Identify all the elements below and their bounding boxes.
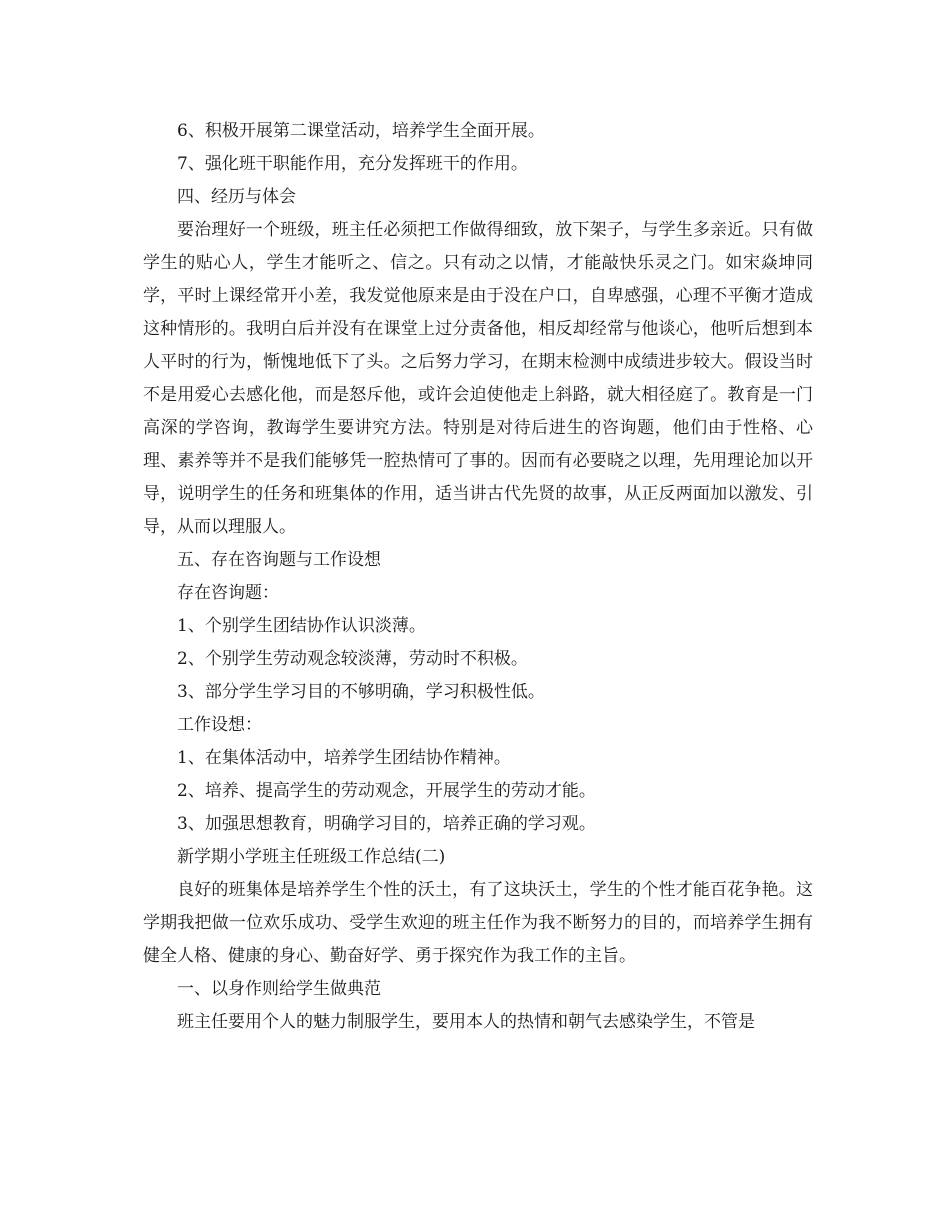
problem-item-2: 2、个别学生劳动观念较淡薄，劳动时不积极。 [177, 649, 528, 669]
document-title-part-two: 新学期小学班主任班级工作总结(二) [177, 847, 446, 867]
problem-item-3: 3、部分学生学习目的不够明确，学习积极性低。 [177, 682, 545, 702]
document-body [143, 115, 813, 1039]
section-heading-problems-plans: 五、存在咨询题与工作设想 [177, 550, 381, 570]
experience-paragraph: 要治理好一个班级，班主任必须把工作做得细致，放下架子，与学生多亲近。只有做学生的贴心人，学生才能听之、信之。只有动之以情，才能敲快乐灵之门。如宋焱坤同学，平时上课经常开小差，我发觉他原来是由于没在户口，自卑感强，心理不平衡才造成这种情形的。我明白后并没有在课堂上过分责备他，相反却经常与他谈心，他听后想到本人平时的行为，惭愧地低下了头。之后努力学习，在期末检测中成绩进步较大。假设当时不是用爱心去感化他，而是怒斥他，或许会迫使他走上斜路，就大相径庭了。教育是一门高深的学咨询，教诲学生要讲究方法。特别是对待后进生的咨询题，他们由于性格、心理、素养等并不是我们能够凭一腔热情可了事的。因而有必要晓之以理，先用理论加以开导，说明学生的任务和班集体的作用，适当讲古代先贤的故事，从正反两面加以激发、引导，从而以理服人。 [143, 220, 813, 537]
role-model-paragraph: 班主任要用个人的魅力制服学生，要用本人的热情和朝气去感染学生，不管是 [177, 1012, 755, 1032]
problem-item-1: 1、个别学生团结协作认识淡薄。 [177, 616, 426, 636]
section-heading-role-model: 一、以身作则给学生做典范 [177, 979, 381, 999]
list-item-7: 7、强化班干职能作用，充分发挥班干的作用。 [177, 154, 528, 174]
intro-paragraph: 良好的班集体是培养学生个性的沃土，有了这块沃土，学生的个性才能百花争艳。这学期我把做一位欢乐成功、受学生欢迎的班主任作为我不断努力的目的，而培养学生拥有健全人格、健康的身心、勤奋好学、勇于探究作为我工作的主旨。 [143, 880, 813, 966]
plan-item-3: 3、加强思想教育，明确学习目的，培养正确的学习观。 [177, 814, 596, 834]
section-heading-experience: 四、经历与体会 [177, 187, 296, 207]
plan-item-2: 2、培养、提高学生的劳动观念，开展学生的劳动才能。 [177, 781, 596, 801]
plan-item-1: 1、在集体活动中，培养学生团结协作精神。 [177, 748, 511, 768]
list-item-6: 6、积极开展第二课堂活动，培养学生全面开展。 [177, 121, 545, 141]
subheading-problems: 存在咨询题： [177, 583, 279, 603]
subheading-plans: 工作设想： [177, 715, 262, 735]
